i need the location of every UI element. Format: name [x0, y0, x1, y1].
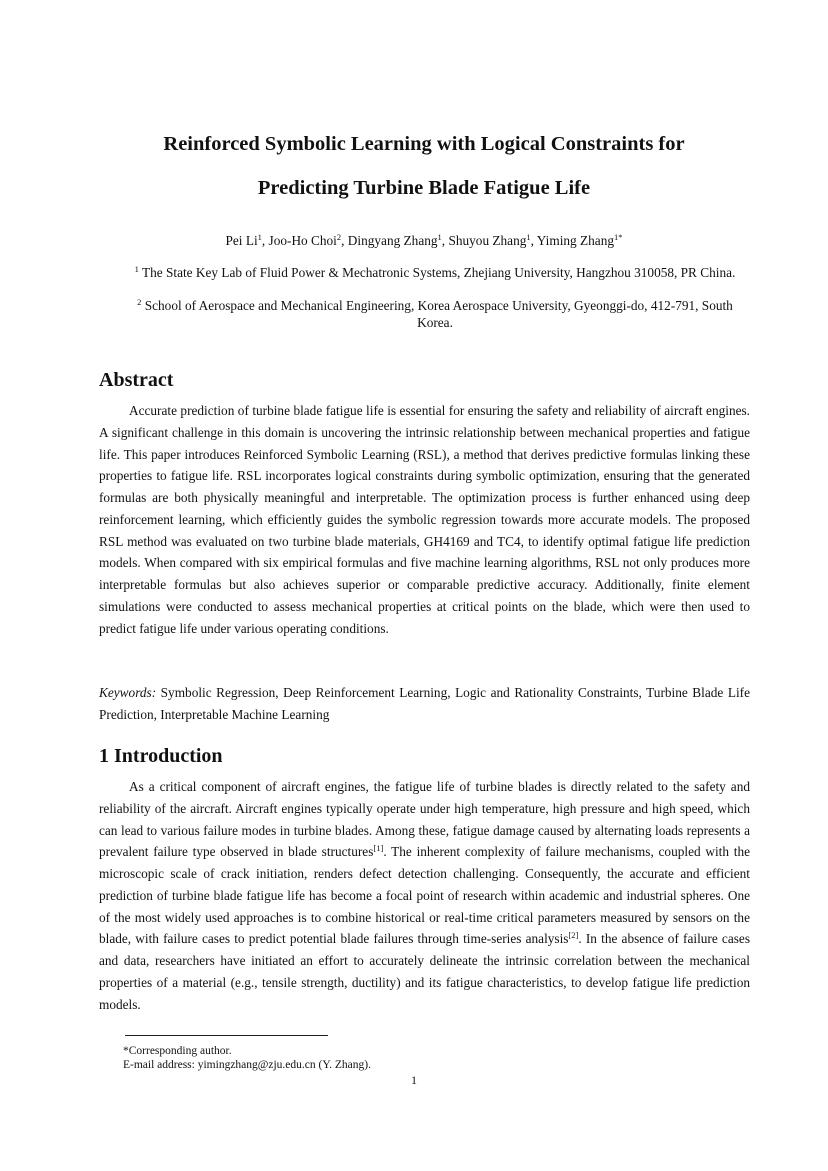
introduction-heading: 1 Introduction: [99, 745, 223, 767]
footnote-corresponding: *Corresponding author.: [123, 1045, 232, 1057]
keywords: [99, 682, 750, 726]
abstract-body: Accurate prediction of turbine blade fatigue life is essential for ensuring the safety and reliability of aircraft engines. A significant challenge in this domain is uncovering the intrinsic relationship between mechanical properties and fatigue life. This paper introduces Reinforced Symbolic Learning (RSL), a method that derives predictive formulas linking these properties to fatigue life. RSL incorporates logical constraints during symbolic optimization, ensuring that the generated formulas are both physically meaningful and interpretable. The optimization process is further enhanced using deep reinforcement learning, which efficiently guides the symbolic regression towards more accurate models. The proposed RSL method was evaluated on two turbine blade materials, GH4169 and TC4, to identify optimal fatigue life prediction models. When compared with six empirical formulas and five machine learning algorithms, RSL not only produces more interpretable formulas but also achieves superior or comparable predictive accuracy. Additionally, finite element simulations were conducted to assess mechanical properties at critical points on the blade, which were then used to predict fatigue life under various operating conditions.: [99, 403, 750, 636]
author-list: [60, 232, 788, 249]
paper-title-line-1: Reinforced Symbolic Learning with Logical Constraints for: [163, 133, 685, 155]
introduction-body: As a critical component of aircraft engines, the fatigue life of turbine blades is directly related to the safety and reliability of the aircraft. Aircraft engines typically operate under high temperature, high pressure and high speed, which can lead to various failure modes in turbine blades. Among these, fatigue damage caused by alternating loads represents a prevalent failure type observed in blade structures[1]. The inherent complexity of failure mechanisms, coupled with the microscopic scale of crack initiation, renders defect detection challenging. Consequently, the accurate and efficient prediction of turbine blade fatigue life has become a focal point of research within academic and industrial spheres. One of the most widely used approaches is to combine historical or real-time critical parameters measured by sensors on the blade, with failure cases to predict potential blade failures through time-series analysis[2]. In the absence of failure cases and data, researchers have initiated an effort to accurately delineate the intrinsic correlation between the mechanical properties of a material (e.g., tensile strength, ductility) and its fatigue characteristics, to develop fatigue life prediction models.: [99, 779, 750, 1012]
citation-ref[interactable]: [1]: [373, 843, 384, 854]
footnote-email: E-mail address: yimingzhang@zju.edu.cn (Y. Zhang).: [123, 1059, 371, 1071]
author: Yiming Zhang$^{1*}$: [536, 232, 623, 248]
keywords-label: Keywords:: [99, 685, 157, 700]
author: Joo-Ho Choi$^2$,: [268, 232, 348, 248]
keywords-text: Symbolic Regression, Deep Reinforcement Learning, Logic and Rationality Constraints, Turbine Blade Life Prediction, Interpretable Machine Learning: [99, 685, 750, 722]
footnote-rule: [125, 1035, 328, 1036]
author: Shuyou Zhang$^1$,: [448, 232, 537, 248]
author: Dingyang Zhang$^1$,: [347, 232, 449, 248]
abstract-heading: Abstract: [99, 369, 174, 391]
page-number: 1: [411, 1073, 417, 1087]
paper-title-line-2: Predicting Turbine Blade Fatigue Life: [257, 177, 591, 199]
citation-ref[interactable]: [2]: [568, 930, 579, 941]
affiliation-2: $^2$ School of Aerospace and Mechanical Engineering, Korea Aerospace University, Gyeonggi-do, 412-791, South Korea.: [137, 297, 733, 330]
affiliation-1: $^1$ The State Key Lab of Fluid Power & Mechatronic Systems, Zhejiang University, Hangzhou 310058, PR China.: [134, 264, 736, 280]
author: Pei Li$^1$,: [225, 232, 269, 248]
